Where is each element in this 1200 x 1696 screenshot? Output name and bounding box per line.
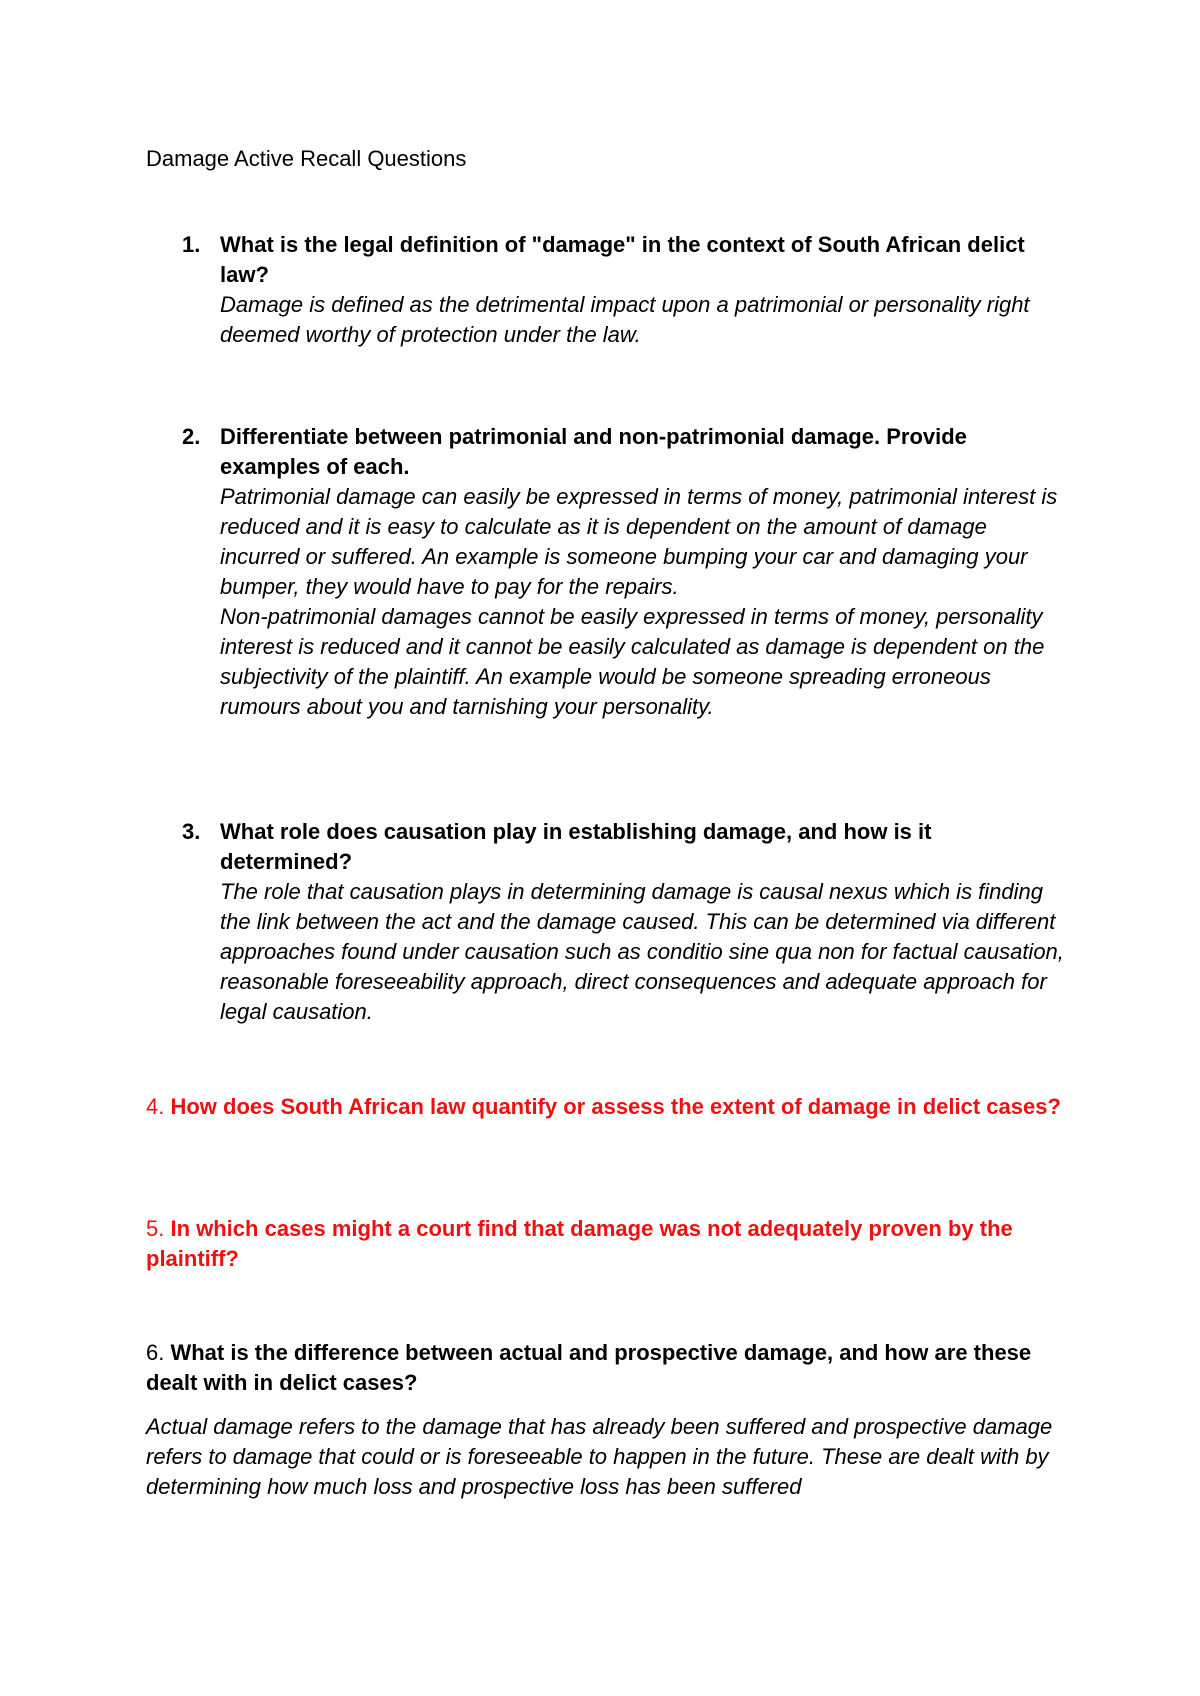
answer-text: Actual damage refers to the damage that has already been suffered and prospective damage refers to damage that could or is foreseeable to happen in the future. These are dealt with by determining how much loss and prospective loss has been suffered (146, 1414, 1053, 1499)
question-item-3 (146, 817, 1066, 1027)
question-number: 2. (182, 424, 201, 449)
answer-text: Non-patrimonial damages cannot be easily expressed in terms of money, personality interest is reduced and it cannot be easily calculated as damage is dependent on the subjectivity of the plaintiff. An example would be someone spreading erroneous rumours about you and tarnishing your personality. (220, 604, 1045, 719)
question-text: How does South African law quantify or assess the extent of damage in delict cases? (170, 1094, 1061, 1119)
answer-text: Patrimonial damage can easily be expressed in terms of money, patrimonial interest is reduced and it is easy to calculate as it is dependent on the amount of damage incurred or suffered. An example is someone bumping your car and damaging your bumper, they would have to pay for the repairs. (220, 484, 1058, 599)
question-text: In which cases might a court find that damage was not adequately proven by the plaintiff? (146, 1216, 1013, 1271)
answer-text: Damage is defined as the detrimental impact upon a patrimonial or personality right deemed worthy of protection under the law. (220, 292, 1030, 347)
answer-text: The role that causation plays in determining damage is causal nexus which is finding the link between the act and the damage caused. This can be determined via different approaches found under causation such as conditio sine qua non for factual causation, reasonable foreseeability approach, direct consequences and adequate approach for legal causation. (220, 879, 1064, 1024)
question-item-2 (146, 422, 1066, 722)
question-item-1 (146, 230, 1066, 350)
question-number: 4. (146, 1094, 171, 1119)
question-text: What is the difference between actual and prospective damage, and how are these dealt with in delict cases? (146, 1340, 1032, 1395)
document-title: Damage Active Recall Questions (146, 146, 467, 171)
question-item-6 (146, 1338, 1066, 1398)
question-number: 5. (146, 1216, 171, 1241)
question-number: 3. (182, 819, 201, 844)
question-text: What role does causation play in establishing damage, and how is it determined? (220, 819, 932, 874)
question-item-4 (146, 1092, 1066, 1122)
question-number: 1. (182, 232, 201, 257)
question-text: Differentiate between patrimonial and non-patrimonial damage. Provide examples of each. (220, 424, 967, 479)
question-text: What is the legal definition of "damage" in the context of South African delict law? (220, 232, 1025, 287)
question-item-5 (146, 1214, 1066, 1274)
question-number: 6. (146, 1340, 171, 1365)
